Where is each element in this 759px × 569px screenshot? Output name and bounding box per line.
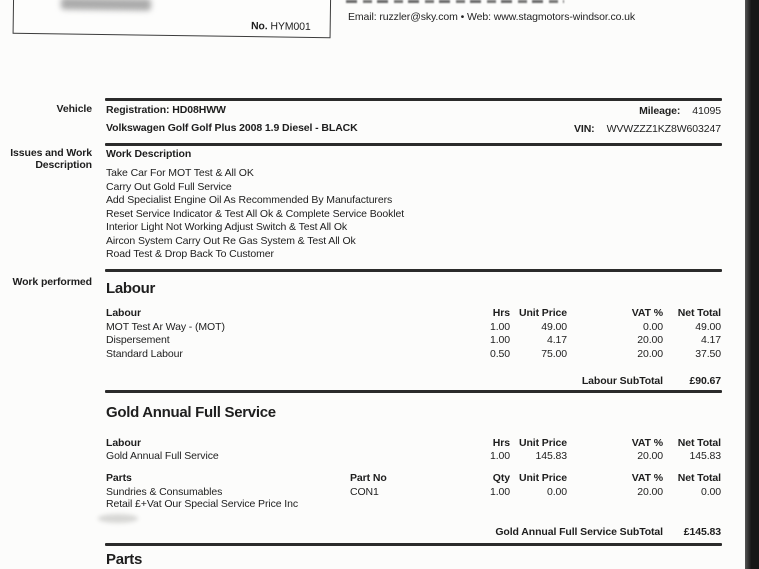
doc-number-box: [13, 0, 332, 38]
col-labour: Labour: [106, 437, 141, 449]
labour-row: [0, 321, 759, 334]
row-net-total: 145.83: [689, 450, 721, 462]
parts-note: Retail £+Vat Our Special Service Price Inc: [106, 498, 298, 510]
vehicle-registration: Registration: HD08HWW: [106, 104, 226, 116]
col-part-no: Part No: [350, 472, 387, 484]
col-unit-price: Unit Price: [518, 472, 567, 484]
section-label-issues-2: Description: [35, 159, 92, 171]
vin-value: WVWZZZ1KZ8W603247: [606, 123, 721, 135]
row-net-total: 49.00: [695, 321, 721, 333]
row-desc: Dispersement: [106, 334, 170, 346]
mileage-value: 41095: [692, 105, 721, 117]
row-desc: Sundries & Consumables: [106, 486, 223, 498]
labour-subtotal-value: £90.67: [689, 375, 721, 387]
gold-subtotal-label: Gold Annual Full Service SubTotal: [495, 526, 663, 538]
row-hrs: 1.00: [489, 334, 510, 346]
row-net-total: 37.50: [695, 348, 721, 360]
col-parts: Parts: [106, 472, 132, 484]
gold-parts-header-row: [0, 472, 759, 485]
row-unit-price: 49.00: [541, 321, 567, 333]
mileage-label: Mileage:: [639, 105, 681, 117]
gold-subtotal-value: £145.83: [683, 526, 721, 538]
work-description-heading: Work Description: [106, 148, 192, 160]
row-unit-price: 75.00: [541, 348, 567, 360]
doc-number: [251, 20, 311, 33]
row-net-total: 0.00: [700, 486, 721, 498]
row-vat: 20.00: [637, 348, 663, 360]
row-desc: MOT Test Ar Way - (MOT): [106, 321, 225, 333]
rule-labour-bottom: [105, 390, 722, 393]
work-line: Interior Light Not Working Adjust Switch & Test All Ok: [106, 221, 348, 233]
work-line: Carry Out Gold Full Service: [106, 180, 232, 193]
row-unit-price: 145.83: [535, 450, 567, 462]
work-line: Add Specialist Engine Oil As Recommended By Manufacturers: [106, 194, 393, 206]
col-labour: Labour: [106, 307, 141, 319]
col-vat: VAT %: [631, 437, 663, 449]
work-description-lines: [106, 167, 404, 262]
cropped-text-remnant: [346, 0, 564, 3]
contact-line: Email: ruzzler@sky.com • Web: www.stagmotors-windsor.co.uk: [348, 11, 636, 23]
doc-number-value: HYM001: [270, 20, 311, 33]
work-line: Road Test & Drop Back To Customer: [106, 248, 274, 260]
row-unit-price: 4.17: [546, 334, 567, 346]
labour-subtotal-row: [0, 375, 759, 388]
rule-issues-bottom: [105, 269, 722, 272]
row-hrs: 1.00: [489, 450, 510, 462]
row-hrs: 0.50: [489, 348, 510, 360]
scan-smudge: [98, 514, 138, 523]
col-net-total: Net Total: [677, 472, 721, 484]
row-hrs: 1.00: [489, 321, 510, 333]
gold-labour-header-row: [0, 437, 759, 450]
col-vat: VAT %: [631, 307, 663, 319]
labour-heading: Labour: [106, 280, 156, 297]
col-qty: Qty: [492, 472, 510, 484]
row-vat: 20.00: [637, 450, 663, 462]
col-hrs: Hrs: [492, 307, 510, 319]
row-vat: 20.00: [637, 486, 663, 498]
col-unit-price: Unit Price: [518, 437, 567, 449]
row-desc: Gold Annual Full Service: [106, 450, 219, 462]
col-vat: VAT %: [631, 472, 663, 484]
labour-row: [0, 334, 759, 347]
labour-row: [0, 348, 759, 361]
rule-vehicle-bottom: [105, 143, 722, 146]
gold-service-heading: Gold Annual Full Service: [106, 404, 276, 421]
section-label-issues-1: Issues and Work: [10, 147, 92, 159]
row-net-total: 4.17: [700, 334, 721, 346]
rule-vehicle-top: [105, 98, 722, 101]
vin-label: VIN:: [573, 123, 595, 135]
col-net-total: Net Total: [677, 437, 721, 449]
vehicle-vin: [574, 123, 721, 135]
gold-subtotal-row: [0, 526, 759, 539]
work-line: Aircon System Carry Out Re Gas System & Test All Ok: [106, 234, 356, 247]
col-unit-price: Unit Price: [518, 307, 567, 319]
row-unit-price: 0.00: [546, 486, 567, 498]
section-label-vehicle: Vehicle: [56, 103, 92, 115]
col-net-total: Net Total: [677, 307, 721, 319]
labour-header-row: [0, 307, 759, 320]
row-part-no: CON1: [350, 486, 379, 498]
redacted-blur: [61, 0, 151, 11]
row-vat: 20.00: [637, 334, 663, 346]
labour-subtotal-label: Labour SubTotal: [581, 375, 663, 387]
col-hrs: Hrs: [492, 437, 510, 449]
work-line: Take Car For MOT Test & All OK: [106, 167, 254, 179]
rule-gold-bottom: [105, 543, 722, 546]
gold-labour-row: [0, 450, 759, 463]
row-vat: 0.00: [642, 321, 663, 333]
work-line: Reset Service Indicator & Test All Ok & Complete Service Booklet: [106, 207, 405, 220]
section-label-work-performed: Work performed: [12, 276, 92, 288]
vehicle-description: Volkswagen Golf Golf Plus 2008 1.9 Diesel - BLACK: [106, 122, 358, 134]
parts-heading: Parts: [106, 551, 143, 568]
row-desc: Standard Labour: [106, 348, 183, 360]
vehicle-mileage: [639, 105, 721, 117]
doc-number-label: No.: [250, 20, 268, 33]
row-qty: 1.00: [489, 486, 510, 498]
